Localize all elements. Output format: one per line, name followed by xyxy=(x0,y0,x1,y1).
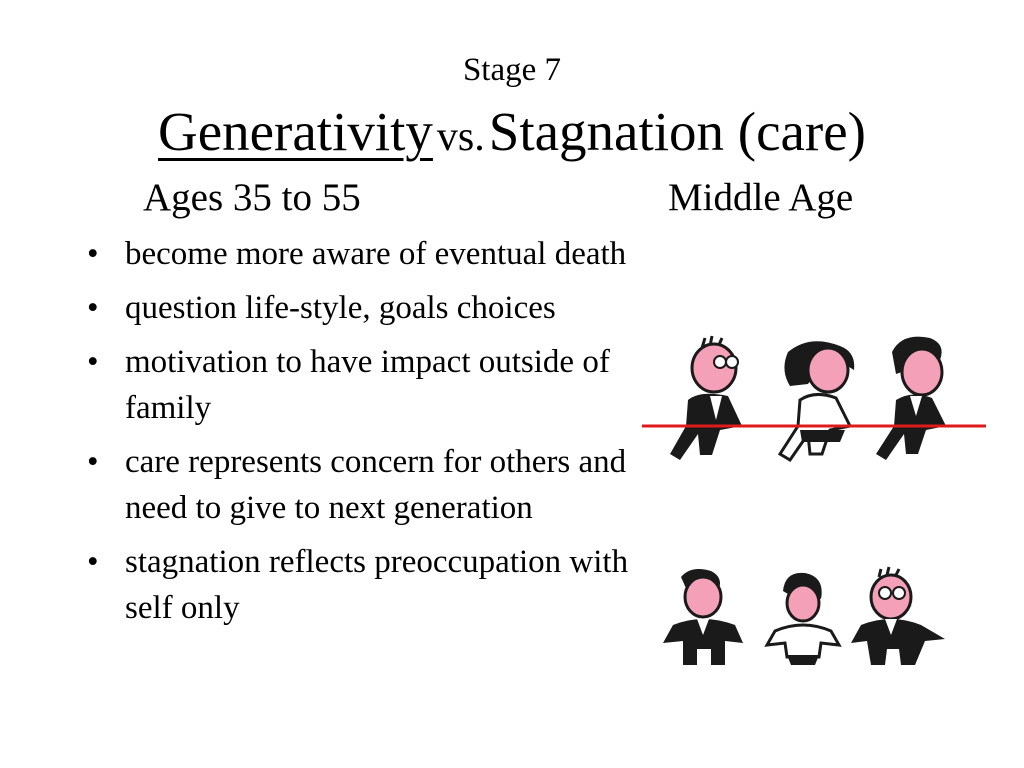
bullet-item xyxy=(87,539,677,631)
tug-figure-man-dark-hair xyxy=(876,337,946,460)
stage-label: Stage 7 xyxy=(462,52,562,88)
bullet-text: care represents concern for others and need to give to next generation xyxy=(125,444,627,526)
bullet-dot: • xyxy=(87,444,99,480)
standing-figure-woman xyxy=(767,573,839,665)
bullet-text: question life-style, goals choices xyxy=(125,290,556,326)
bullet-item xyxy=(87,339,677,431)
standing-figure-man xyxy=(663,569,743,665)
bullet-dot: • xyxy=(87,236,99,272)
bullet-item xyxy=(87,231,677,277)
title-stagnation: Stagnation (care) xyxy=(488,101,866,162)
standing-figure-bald-glasses xyxy=(851,567,945,665)
bullet-dot: • xyxy=(87,544,99,580)
bullet-dot: • xyxy=(87,344,99,380)
tug-figure-woman xyxy=(780,341,854,460)
bullet-text: stagnation reflects preoccupation with self only xyxy=(125,544,629,626)
bullet-text: become more aware of eventual death xyxy=(125,236,627,272)
bullet-list xyxy=(87,231,677,639)
bullet-text: motivation to have impact outside of family xyxy=(125,344,610,426)
slide-title xyxy=(0,100,1024,178)
bullet-item xyxy=(87,439,677,531)
standing-figures-icon xyxy=(655,565,955,670)
tug-of-war-figures-icon xyxy=(640,330,990,470)
title-vs: vs. xyxy=(436,114,485,160)
title-generativity: Generativity xyxy=(158,101,433,162)
bullet-item xyxy=(87,285,677,331)
subtitle-middle-age: Middle Age xyxy=(668,176,854,219)
subtitle-ages: Ages 35 to 55 xyxy=(143,176,361,219)
tug-figure-bald-glasses xyxy=(670,336,742,460)
bullet-dot: • xyxy=(87,290,99,326)
